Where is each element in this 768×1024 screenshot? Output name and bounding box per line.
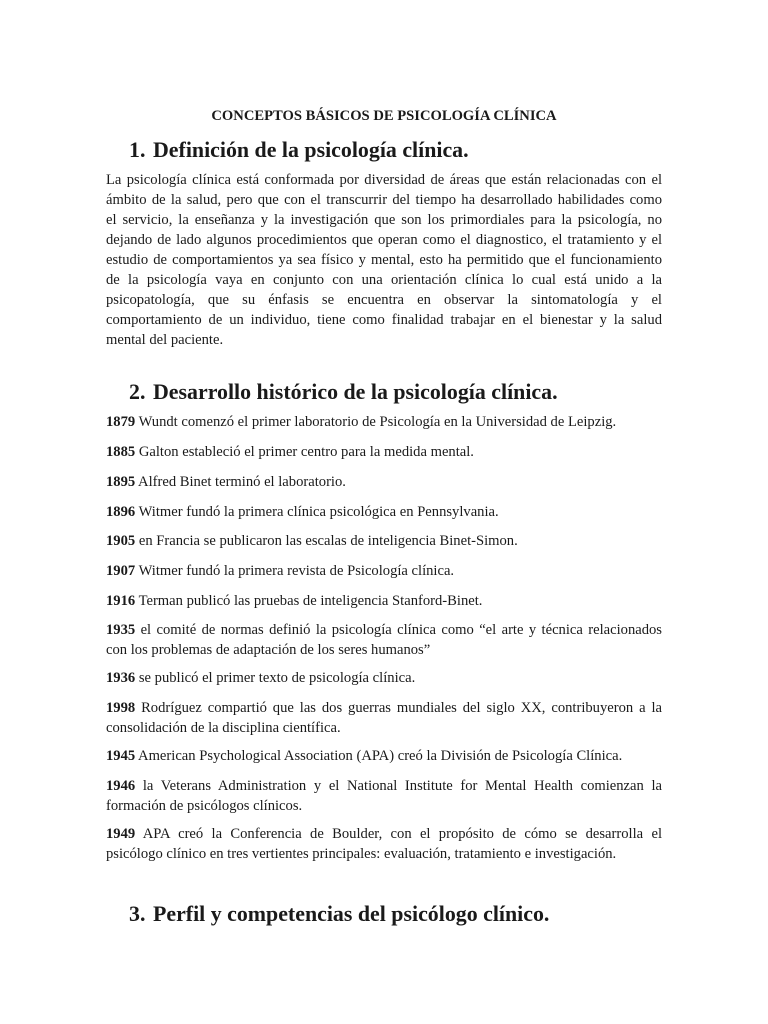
timeline-year: 1896 bbox=[106, 504, 136, 520]
definition-paragraph bbox=[106, 170, 662, 350]
page-title: CONCEPTOS BÁSICOS DE PSICOLOGÍA CLÍNICA bbox=[211, 108, 557, 124]
section-number: 2. bbox=[129, 379, 146, 404]
timeline-entry-1916 bbox=[106, 591, 662, 611]
timeline-text: se publicó el primer texto de psicología clínica. bbox=[138, 670, 416, 686]
paragraph-line: ámbito de la salud, pero que con el transcurrir del tiempo ha desarrollado habilidades como bbox=[106, 192, 662, 208]
paragraph-line: estudio de comportamientos ya sea físico y mental, esto ha permitido que el funcionamiento bbox=[106, 252, 662, 268]
paragraph-line: La psicología clínica está conformada por diversidad de áreas que están relacionadas con el bbox=[106, 172, 662, 188]
timeline-year: 1936 bbox=[106, 670, 136, 686]
timeline-year: 1998 bbox=[106, 700, 136, 716]
section-heading-1 bbox=[129, 137, 469, 162]
timeline-entry-1896 bbox=[106, 502, 662, 522]
timeline-entry-1907 bbox=[106, 561, 662, 581]
section-number: 3. bbox=[129, 901, 146, 926]
timeline-year: 1879 bbox=[106, 414, 136, 430]
timeline-text: el comité de normas definió la psicología clínica como “el arte y técnica relacionados bbox=[140, 622, 662, 638]
timeline-text: Witmer fundó la primera clínica psicológica en Pennsylvania. bbox=[138, 504, 499, 520]
timeline-entry-1905 bbox=[106, 531, 662, 551]
timeline-text: Rodríguez compartió que las dos guerras mundiales del siglo XX, contribuyeron a la bbox=[141, 700, 662, 716]
timeline-text: con los problemas de adaptación de los seres humanos” bbox=[106, 642, 431, 658]
timeline-entry-1935 bbox=[106, 620, 662, 660]
timeline-text: formación de psicólogos clínicos. bbox=[106, 798, 303, 814]
section-title: Definición de la psicología clínica. bbox=[153, 137, 469, 162]
timeline-entry-1895 bbox=[106, 472, 662, 492]
section-title: Perfil y competencias del psicólogo clínico. bbox=[153, 901, 550, 926]
timeline-year: 1916 bbox=[106, 593, 136, 609]
paragraph-line: psicopatología, que su énfasis se encuentra en observar la sintomatología y el bbox=[106, 292, 662, 308]
timeline-entry-1945 bbox=[106, 746, 662, 766]
section-number: 1. bbox=[129, 137, 146, 162]
timeline-text: en Francia se publicaron las escalas de inteligencia Binet-Simon. bbox=[138, 533, 518, 549]
timeline-text: psicólogo clínico en tres vertientes principales: evaluación, tratamiento e investigación. bbox=[106, 846, 617, 862]
paragraph-line: mental del paciente. bbox=[106, 332, 224, 348]
timeline-text: Alfred Binet terminó el laboratorio. bbox=[138, 474, 346, 490]
timeline-year: 1935 bbox=[106, 622, 136, 638]
paragraph-line: dejando de lado algunos procedimientos que operan como el diagnostico, el tratamiento y el bbox=[106, 232, 662, 248]
timeline-year: 1905 bbox=[106, 533, 136, 549]
section-heading-3 bbox=[129, 901, 550, 926]
timeline-text: Terman publicó las pruebas de inteligencia Stanford-Binet. bbox=[138, 593, 483, 609]
timeline-year: 1945 bbox=[106, 748, 136, 764]
section-heading-2 bbox=[129, 379, 558, 404]
timeline-entry-1936 bbox=[106, 668, 662, 688]
section-title: Desarrollo histórico de la psicología clínica. bbox=[153, 379, 558, 404]
timeline-entry-1885 bbox=[106, 442, 662, 462]
paragraph-line: de la psicología vaya en conjunto con una orientación clínica lo cual está unido a la bbox=[106, 272, 662, 288]
timeline-text: Witmer fundó la primera revista de Psicología clínica. bbox=[138, 563, 455, 579]
timeline-text: American Psychological Association (APA) creó la División de Psicología Clínica. bbox=[138, 748, 623, 764]
timeline-year: 1946 bbox=[106, 778, 136, 794]
paragraph-line: comportamiento de un individuo, tiene como finalidad trabajar en el bienestar y la salud bbox=[106, 312, 662, 328]
timeline-text: la Veterans Administration y el National Institute for Mental Health comienzan la bbox=[142, 778, 662, 794]
timeline-entry-1946 bbox=[106, 776, 662, 816]
timeline-year: 1949 bbox=[106, 826, 136, 842]
timeline-entry-1949 bbox=[106, 824, 662, 864]
timeline-year: 1885 bbox=[106, 444, 136, 460]
timeline-text: APA creó la Conferencia de Boulder, con el propósito de cómo se desarrolla el bbox=[142, 826, 662, 842]
timeline-entry-1879 bbox=[106, 412, 662, 432]
timeline-year: 1895 bbox=[106, 474, 136, 490]
timeline-year: 1907 bbox=[106, 563, 136, 579]
timeline-text: Galton estableció el primer centro para la medida mental. bbox=[138, 444, 474, 460]
paragraph-line: el servicio, la enseñanza y la investigación que son los primordiales para la psicología, no bbox=[106, 212, 662, 228]
timeline-text: consolidación de la disciplina científica. bbox=[106, 720, 341, 736]
timeline-text: Wundt comenzó el primer laboratorio de Psicología en la Universidad de Leipzig. bbox=[138, 414, 617, 430]
timeline-entry-1998 bbox=[106, 698, 662, 738]
